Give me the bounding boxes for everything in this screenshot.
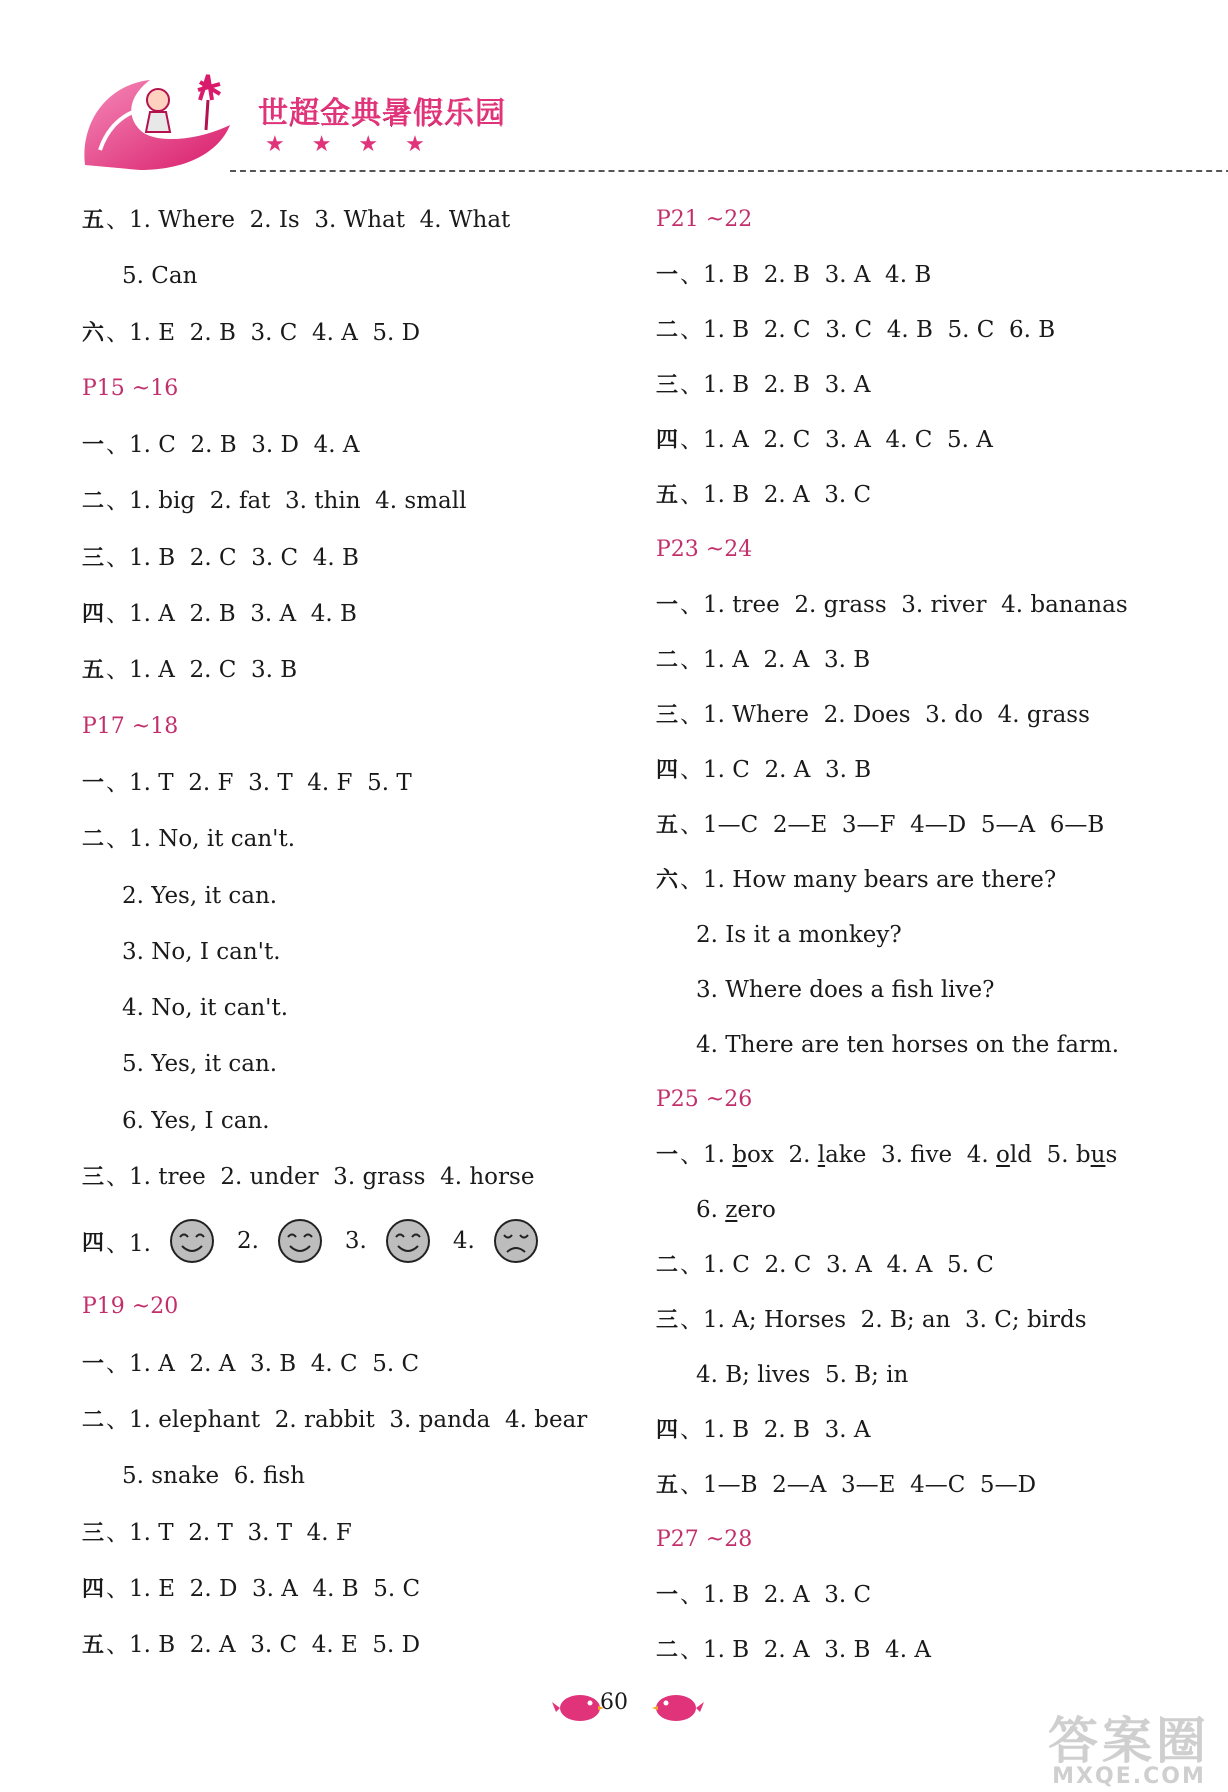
face-label: 、1. (106, 1230, 151, 1257)
question-number: 二 (656, 648, 679, 673)
answer-text: 、1. A 2. C 3. B (106, 657, 298, 684)
answer-text: 、1. B 2. A 3. B 4. A (680, 1637, 931, 1663)
question-number: 四 (82, 1230, 105, 1256)
question-number: 一 (656, 263, 679, 288)
face-label: 2. (236, 1228, 259, 1255)
answer-text: ox 2. (747, 1142, 818, 1168)
page-header (80, 60, 1180, 180)
answer-line (656, 473, 1196, 528)
answer-text: 、1. A 2. C 3. A 4. C 5. A (680, 427, 993, 453)
answer-text: 、1. tree 2. under 3. grass 4. horse (106, 1164, 535, 1191)
answer-text: 、1. How many bears are there? (680, 867, 1057, 893)
answer-line-sub (656, 1188, 1196, 1243)
answer-text: 、1. B 2. B 3. A 4. B (680, 262, 932, 288)
question-number: 五 (656, 813, 679, 838)
answer-line (82, 817, 622, 873)
face-label: 4. (452, 1228, 475, 1255)
question-number: 二 (656, 318, 679, 343)
answer-text: ero (737, 1197, 776, 1223)
question-number: 四 (82, 1576, 105, 1602)
wave-surfer-logo-icon (80, 70, 250, 175)
question-number: 一 (656, 593, 679, 618)
answer-line (656, 1573, 1196, 1628)
question-number: 五 (82, 208, 105, 233)
question-number: 五 (82, 658, 105, 684)
answer-text: 、1. tree 2. grass 3. river 4. bananas (680, 592, 1128, 618)
answer-line (82, 198, 622, 254)
answer-line (82, 1567, 622, 1623)
answer-text: 、1. B 2. A 3. C (680, 1582, 872, 1608)
section-heading: P23 ~24 (656, 537, 753, 562)
question-number: 一 (656, 1143, 679, 1168)
section-heading: P25 ~26 (656, 1087, 753, 1112)
answer-line (82, 1623, 622, 1679)
answer-text: 、1. Where 2. Does 3. do 4. grass (680, 702, 1090, 728)
question-number: 三 (82, 545, 105, 571)
question-number: 一 (82, 770, 105, 796)
answer-text: 、1—C 2—E 3—F 4—D 5—A 6—B (680, 812, 1105, 838)
answer-line (656, 1298, 1196, 1353)
answer-line-sub: 6. Yes, I can. (122, 1107, 270, 1134)
answer-line (656, 693, 1196, 748)
question-number: 二 (656, 1253, 679, 1278)
answer-line (82, 1398, 622, 1454)
answer-line (82, 423, 622, 479)
question-number: 三 (656, 703, 679, 728)
sad-face-icon (493, 1218, 539, 1264)
question-number: 四 (656, 1418, 679, 1443)
answer-text: 、1. Where 2. Is 3. What 4. What (106, 207, 511, 233)
section-heading: P15 ~16 (82, 375, 179, 401)
answer-line-sub: 2. Yes, it can. (122, 882, 278, 909)
answer-line (82, 1155, 622, 1211)
question-number: 一 (82, 1351, 105, 1377)
answer-text: 、1. B 2. B 3. A (680, 372, 871, 398)
answer-text: 、1. No, it can't. (106, 826, 296, 853)
question-number: 二 (82, 1407, 105, 1433)
question-number: 一 (82, 433, 105, 459)
question-number: 一 (656, 1583, 679, 1608)
answer-text: 、1. T 2. T 3. T 4. F (106, 1519, 352, 1546)
answer-text: 、1. elephant 2. rabbit 3. panda 4. bear (106, 1406, 588, 1433)
question-number: 二 (82, 489, 105, 515)
section-heading: P21 ~22 (656, 207, 753, 232)
answer-line (656, 748, 1196, 803)
section-heading: P19 ~20 (82, 1294, 179, 1320)
watermark: 答案圈 MXQE.COM (1048, 1712, 1210, 1789)
answer-line (82, 311, 622, 367)
answer-line (656, 418, 1196, 473)
question-number: 三 (656, 1308, 679, 1333)
answer-text: 6. (696, 1197, 726, 1223)
question-number: 六 (82, 320, 105, 346)
answer-text: 、1—B 2—A 3—E 4—C 5—D (680, 1472, 1037, 1498)
answer-line (82, 761, 622, 817)
answer-text: 、1. A 2. A 3. B (680, 647, 871, 673)
answer-line (656, 363, 1196, 418)
brand-title: 世超金典暑假乐园 (258, 96, 506, 131)
underlined-letter: z (725, 1197, 738, 1223)
smiley-face-icon (277, 1218, 323, 1264)
answer-line-sub: 4. B; lives 5. B; in (696, 1362, 909, 1388)
answer-line (82, 592, 622, 648)
question-number: 四 (82, 602, 105, 628)
question-number: 二 (82, 827, 105, 853)
answer-line-sub: 4. There are ten horses on the farm. (696, 1032, 1120, 1058)
page-number: 60 (600, 1690, 628, 1715)
answer-line-underlined (656, 1133, 1196, 1188)
answer-line (656, 308, 1196, 363)
left-column (82, 198, 622, 1679)
answer-text: 、1. B 2. A 3. C (680, 482, 872, 508)
question-number: 四 (656, 758, 679, 783)
answer-line-sub: 3. Where does a fish live? (696, 977, 995, 1003)
question-number: 六 (656, 868, 679, 893)
question-number: 三 (82, 1520, 105, 1546)
answer-line-sub: 5. Yes, it can. (122, 1051, 278, 1078)
answer-text: 、1. B 2. C 3. C 4. B (106, 544, 359, 571)
answer-text: s (1105, 1142, 1118, 1168)
answer-line (656, 1628, 1196, 1683)
answer-text: 、1. A 2. B 3. A 4. B (106, 601, 357, 628)
answer-text: 、1. B 2. B 3. A (680, 1417, 871, 1443)
answer-text: 、1. (680, 1142, 733, 1168)
answer-line (82, 536, 622, 592)
answer-line-sub: 4. No, it can't. (122, 995, 289, 1022)
section-heading: P17 ~18 (82, 713, 179, 739)
answer-line (82, 479, 622, 535)
page-footer (0, 1680, 1228, 1740)
answer-text: ve 4. (925, 1142, 997, 1168)
bird-icon (652, 1688, 704, 1724)
faces-row (82, 1211, 622, 1271)
question-number: 五 (656, 483, 679, 508)
answer-text: ake 3. (825, 1142, 911, 1168)
right-column (656, 198, 1196, 1683)
decorative-stars: ★ ★ ★ ★ (265, 132, 435, 157)
answer-line (656, 1463, 1196, 1518)
underlined-letter: o (996, 1142, 1010, 1168)
answer-line (656, 583, 1196, 638)
answer-text: 、1. C 2. C 3. A 4. A 5. C (680, 1252, 994, 1278)
smiley-face-icon (169, 1218, 215, 1264)
answer-text: 、1. C 2. A 3. B (680, 757, 872, 783)
question-number: 五 (82, 1633, 105, 1659)
answer-line (82, 648, 622, 704)
answer-text: 、1. E 2. B 3. C 4. A 5. D (106, 319, 421, 346)
answer-text: 、1. A 2. A 3. B 4. C 5. C (106, 1350, 420, 1377)
answer-line (656, 1243, 1196, 1298)
face-label: 3. (344, 1228, 367, 1255)
answer-line (656, 638, 1196, 693)
underlined-letter: l (817, 1142, 826, 1168)
answer-line-sub: 3. No, I can't. (122, 938, 281, 965)
question-number: 三 (82, 1165, 105, 1191)
question-number: 二 (656, 1638, 679, 1663)
question-number: 四 (656, 428, 679, 453)
answer-line (656, 803, 1196, 858)
underlined-letter: u (1090, 1142, 1106, 1168)
section-heading: P27 ~28 (656, 1527, 753, 1552)
question-number: 五 (656, 1473, 679, 1498)
answer-line-sub: 2. Is it a monkey? (696, 922, 902, 948)
underlined-letter: b (732, 1142, 748, 1168)
bird-icon (552, 1688, 604, 1724)
answer-line (82, 1342, 622, 1398)
question-number: 三 (656, 373, 679, 398)
answer-text: b (1075, 1142, 1091, 1168)
answer-text: 、1. T 2. F 3. T 4. F 5. T (106, 769, 412, 796)
header-divider (230, 170, 1228, 172)
answer-text: 、1. A; Horses 2. B; an 3. C; birds (680, 1307, 1087, 1333)
answer-text: 、1. B 2. A 3. C 4. E 5. D (106, 1632, 421, 1659)
answer-text: 、1. big 2. fat 3. thin 4. small (106, 488, 467, 515)
answer-line-sub: 5. snake 6. fish (122, 1463, 305, 1490)
answer-line (656, 858, 1196, 913)
answer-line-sub: 5. Can (122, 263, 198, 290)
answer-line (656, 1408, 1196, 1463)
answer-text: f (910, 1142, 926, 1168)
answer-line (656, 253, 1196, 308)
answer-text: 、1. B 2. C 3. C 4. B 5. C 6. B (680, 317, 1056, 343)
answer-line (82, 1511, 622, 1567)
answer-text: ld 5. (1009, 1142, 1076, 1168)
answer-text: 、1. E 2. D 3. A 4. B 5. C (106, 1575, 421, 1602)
answer-text: 、1. C 2. B 3. D 4. A (106, 432, 360, 459)
smiley-face-icon (385, 1218, 431, 1264)
